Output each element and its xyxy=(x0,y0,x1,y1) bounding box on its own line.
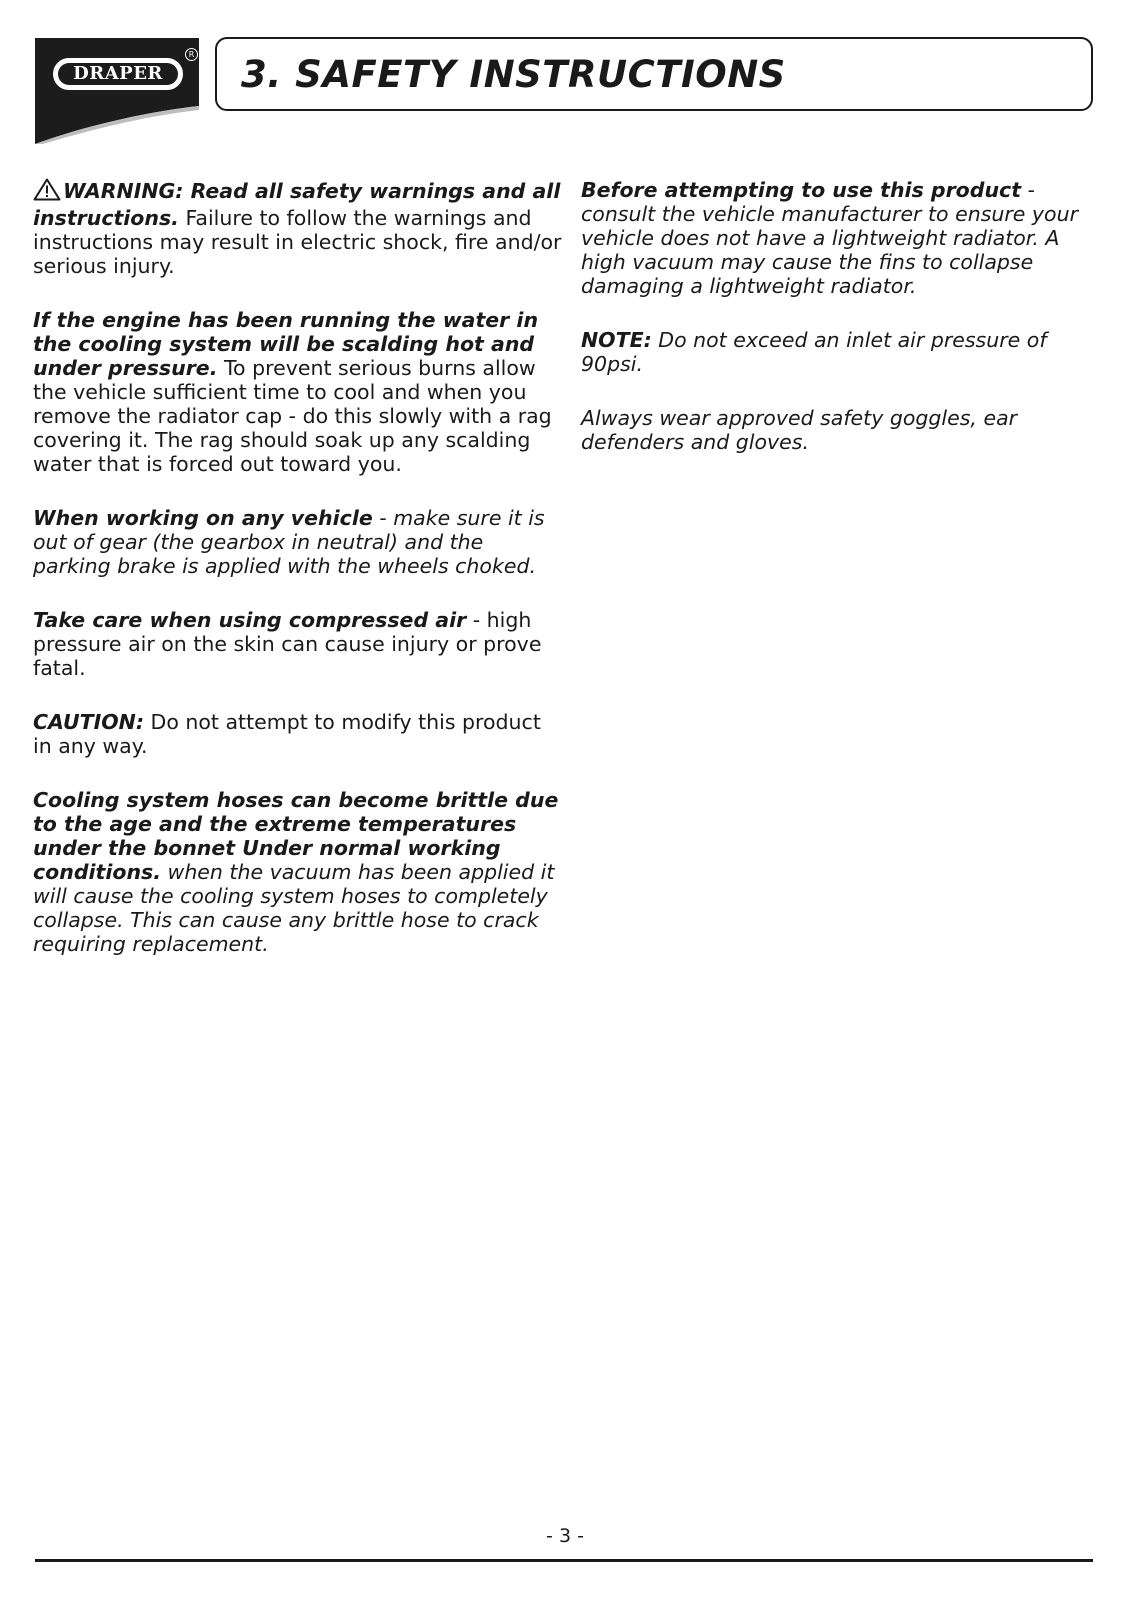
hoses-text: when the vacuum has been applied it will cause the cooling system hoses to completely collapse. This can cause any brittle hose to crack requiring replacement. xyxy=(33,860,555,956)
vehicle-text: - make sure it is out of gear (the gearbox in neutral) and the parking brake is applied with the wheels choked. xyxy=(33,506,545,578)
warning-heading: WARNING: Read all safety warnings and all instructions. xyxy=(33,179,561,230)
vehicle-heading: When working on any vehicle xyxy=(33,506,373,530)
page-number: - 3 - xyxy=(546,1525,584,1547)
air-text: - high pressure air on the skin can cause injury or prove fatal. xyxy=(33,608,542,680)
footer-divider xyxy=(35,1559,1093,1562)
warning-text: Failure to follow the warnings and instructions may result in electric shock, fire and/or serious injury. xyxy=(33,206,562,278)
hoses-paragraph xyxy=(33,788,563,956)
brand-logo-block xyxy=(35,38,205,144)
brand-name: DRAPER xyxy=(58,63,178,85)
caution-paragraph xyxy=(33,710,563,758)
section-title-box xyxy=(215,37,1093,111)
caution-text: Do not attempt to modify this product in any way. xyxy=(33,710,541,758)
before-heading: Before attempting to use this product xyxy=(581,178,1021,202)
goggles-text: Always wear approved safety goggles, ear defenders and gloves. xyxy=(581,406,1018,454)
hoses-heading: Cooling system hoses can become brittle due to the age and the extreme temperatures under the bonnet Under normal working conditions. xyxy=(33,788,559,884)
warning-paragraph xyxy=(33,178,563,278)
before-text: - consult the vehicle manufacturer to ensure your vehicle does not have a lightweight radiator. A high vacuum may cause the fins to collapse damaging a lightweight radiator. xyxy=(581,178,1079,298)
note-heading: NOTE: xyxy=(581,328,652,352)
note-text: Do not exceed an inlet air pressure of 90psi. xyxy=(581,328,1047,376)
goggles-paragraph xyxy=(581,406,1101,454)
vehicle-paragraph xyxy=(33,506,563,578)
air-paragraph xyxy=(33,608,563,680)
left-column xyxy=(33,178,563,986)
engine-text: To prevent serious burns allow the vehicle sufficient time to cool and when you remove the radiator cap - do this slowly with a rag covering it. The rag should soak up any scalding water that is forced out toward you. xyxy=(33,356,552,476)
before-paragraph xyxy=(581,178,1101,298)
caution-heading: CAUTION: xyxy=(33,710,145,734)
engine-heading: If the engine has been running the water in the cooling system will be scalding hot and under pressure. xyxy=(33,308,539,380)
note-paragraph xyxy=(581,328,1101,376)
warning-triangle-icon xyxy=(33,178,61,206)
page-title: 3. SAFETY INSTRUCTIONS xyxy=(241,53,786,96)
brand-logo xyxy=(53,58,183,90)
logo-swoosh-background xyxy=(35,38,205,144)
air-heading: Take care when using compressed air xyxy=(33,608,467,632)
right-column xyxy=(581,178,1101,484)
registered-mark: R xyxy=(185,48,198,61)
engine-paragraph xyxy=(33,308,563,476)
